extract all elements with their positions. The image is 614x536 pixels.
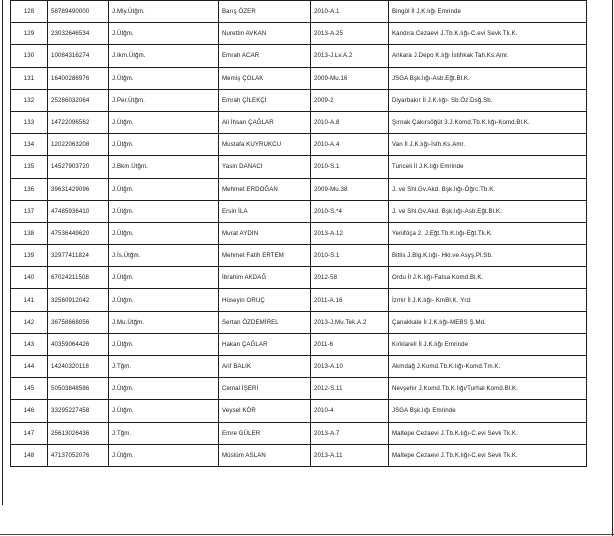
full-name-cell: Yasin DANACI xyxy=(219,156,311,178)
full-name-cell: Müslüm ASLAN xyxy=(219,444,311,466)
row-number-cell: 129 xyxy=(11,23,48,45)
row-number-cell: 138 xyxy=(11,222,48,244)
full-name-cell: Emrah ACAR xyxy=(219,45,311,67)
id-number-cell: 50503848586 xyxy=(48,378,109,400)
rank-cell: J.Tğm. xyxy=(109,356,219,378)
unit-assignment-cell: JSGA Bşk.lığı Emrinde xyxy=(389,400,587,422)
unit-assignment-cell: Diyarbakır İl J.K.lığı- Sb.Öz.Dsğ.Sb. xyxy=(389,89,587,111)
rank-cell: J.Bkm.Ütğm. xyxy=(109,156,219,178)
rank-cell: J.Ütğm. xyxy=(109,378,219,400)
row-number-cell: 146 xyxy=(11,400,48,422)
row-number-cell: 143 xyxy=(11,333,48,355)
full-name-cell: Murat AYDIN xyxy=(219,222,311,244)
rank-cell: J.Tğm. xyxy=(109,422,219,444)
row-number-cell: 139 xyxy=(11,245,48,267)
full-name-cell: Sertan ÖZDEMİREL xyxy=(219,311,311,333)
table-row xyxy=(11,67,587,89)
unit-assignment-cell: Tunceli İl J.K.lığı Emrinde xyxy=(389,156,587,178)
table-row xyxy=(11,134,587,156)
rank-cell: J.Ütğm. xyxy=(109,23,219,45)
class-code-cell: 2009-Mu.38 xyxy=(311,178,389,200)
id-number-cell: 10084316274 xyxy=(48,45,109,67)
class-code-cell: 2009-Mu.16 xyxy=(311,67,389,89)
rank-cell: J.Ütğm. xyxy=(109,111,219,133)
class-code-cell: 2013-A.7 xyxy=(311,422,389,444)
rank-cell: J.Ütğm. xyxy=(109,289,219,311)
unit-assignment-cell: Kırklareli İl J.K.lığı Emrinde xyxy=(389,333,587,355)
unit-assignment-cell: Maltepe Cezaevi J.Tb.K.lığı-C.evi Sevk Tk.K. xyxy=(389,422,587,444)
table-row xyxy=(11,200,587,222)
class-code-cell: 2009-2 xyxy=(311,89,389,111)
class-code-cell: 2013-A.10 xyxy=(311,356,389,378)
row-number-cell: 144 xyxy=(11,356,48,378)
id-number-cell: 40359064426 xyxy=(48,333,109,355)
row-number-cell: 141 xyxy=(11,289,48,311)
rank-cell: J.Mly.Ütğm. xyxy=(109,1,219,23)
full-name-cell: Mehmet Fatih ERTEM xyxy=(219,245,311,267)
table-row xyxy=(11,333,587,355)
class-code-cell: 2010-A.4 xyxy=(311,134,389,156)
class-code-cell: 2013-A.12 xyxy=(311,222,389,244)
rank-cell: J.Ütğm. xyxy=(109,178,219,200)
table-row xyxy=(11,444,587,466)
class-code-cell: 2010-A.8 xyxy=(311,111,389,133)
table-row xyxy=(11,400,587,422)
rank-cell: J.İs.Ütğm. xyxy=(109,245,219,267)
row-number-cell: 140 xyxy=(11,267,48,289)
table-row xyxy=(11,422,587,444)
class-code-cell: 2010-A.1 xyxy=(311,1,389,23)
unit-assignment-cell: Kandıra Cezaevi J.Tb.K.lığı-C.evi Sevk Tk.K. xyxy=(389,23,587,45)
unit-assignment-cell: Nevşehir J.Komd.Tb.K.lığı/Turhal Komd.Bl.K. xyxy=(389,378,587,400)
rank-cell: J.Per.Ütğm. xyxy=(109,89,219,111)
table-row xyxy=(11,289,587,311)
full-name-cell: Nurettin AVKAN xyxy=(219,23,311,45)
id-number-cell: 47485936410 xyxy=(48,200,109,222)
personnel-table xyxy=(10,0,587,467)
full-name-cell: Ali İhsan ÇAĞLAR xyxy=(219,111,311,133)
unit-assignment-cell: İzmir İl J.K.lığı- KmBl.K. Yrd. xyxy=(389,289,587,311)
row-number-cell: 148 xyxy=(11,444,48,466)
id-number-cell: 14240320118 xyxy=(48,356,109,378)
full-name-cell: Mehmet ERDOĞAN xyxy=(219,178,311,200)
row-number-cell: 132 xyxy=(11,89,48,111)
table-row xyxy=(11,311,587,333)
personnel-table-body xyxy=(11,1,587,467)
row-number-cell: 128 xyxy=(11,1,48,23)
class-code-cell: 2013-A.25 xyxy=(311,23,389,45)
full-name-cell: Hüseyin ORUÇ xyxy=(219,289,311,311)
row-number-cell: 135 xyxy=(11,156,48,178)
rank-cell: J.Ütğm. xyxy=(109,222,219,244)
unit-assignment-cell: Ordu İl J.K.lığı-Fatsa Komd.Bl.K. xyxy=(389,267,587,289)
full-name-cell: Cemal İŞERİ xyxy=(219,378,311,400)
unit-assignment-cell: Akmdağ J.Komd.Tb.K.lığı-Komd.Tm.K. xyxy=(389,356,587,378)
row-number-cell: 134 xyxy=(11,134,48,156)
id-number-cell: 14527903720 xyxy=(48,156,109,178)
rank-cell: J.Ütğm. xyxy=(109,267,219,289)
id-number-cell: 32977411824 xyxy=(48,245,109,267)
table-row xyxy=(11,178,587,200)
row-number-cell: 131 xyxy=(11,67,48,89)
rank-cell: J.Ikm.Ütğm. xyxy=(109,45,219,67)
full-name-cell: Barış ÖZER xyxy=(219,1,311,23)
full-name-cell: Ersin İLA xyxy=(219,200,311,222)
table-row xyxy=(11,45,587,67)
unit-assignment-cell: Çanakkale İl J.K.lığı-MEBS Ş.Md. xyxy=(389,311,587,333)
class-code-cell: 2010-S.*4 xyxy=(311,200,389,222)
table-row xyxy=(11,267,587,289)
page-right-edge xyxy=(612,0,613,536)
unit-assignment-cell: Şırnak Çakırsöğüt 3.J.Komd.Tb.K.lığı-Komd.Bl.K. xyxy=(389,111,587,133)
id-number-cell: 32560912042 xyxy=(48,289,109,311)
row-number-cell: 137 xyxy=(11,200,48,222)
rank-cell: J.Ütğm. xyxy=(109,67,219,89)
row-number-cell: 133 xyxy=(11,111,48,133)
unit-assignment-cell: Yeniföça 2. J.Eğt.Tb.K.lığı-Eğt.Tk.K. xyxy=(389,222,587,244)
rank-cell: J.Ütğm. xyxy=(109,134,219,156)
table-row xyxy=(11,245,587,267)
id-number-cell: 47137052076 xyxy=(48,444,109,466)
row-number-cell: 147 xyxy=(11,422,48,444)
class-code-cell: 2010-4 xyxy=(311,400,389,422)
unit-assignment-cell: J. ve Shl.Gv.Akd. Bşk.lığı-Öğrc.Tb.K. xyxy=(389,178,587,200)
class-code-cell: 2011-A.16 xyxy=(311,289,389,311)
id-number-cell: 12022063208 xyxy=(48,134,109,156)
table-row xyxy=(11,1,587,23)
rank-cell: J.Mu.Ütğm. xyxy=(109,311,219,333)
class-code-cell: 2013-J.Lv.A.2 xyxy=(311,45,389,67)
unit-assignment-cell: Bitlis J.Blg.K.lığı- Hkl.ve Asyş.Pl.Sb. xyxy=(389,245,587,267)
id-number-cell: 58789490000 xyxy=(48,1,109,23)
table-row xyxy=(11,222,587,244)
id-number-cell: 47536449620 xyxy=(48,222,109,244)
rank-cell: J.Ütğm. xyxy=(109,200,219,222)
rank-cell: J.Ütğm. xyxy=(109,333,219,355)
unit-assignment-cell: Van İl J.K.lığı-İsth.Ks.Amr. xyxy=(389,134,587,156)
id-number-cell: 67024211508 xyxy=(48,267,109,289)
full-name-cell: Emre GÜLER xyxy=(219,422,311,444)
row-number-cell: 145 xyxy=(11,378,48,400)
class-code-cell: 2011-6 xyxy=(311,333,389,355)
full-name-cell: Hakan ÇAĞLAR xyxy=(219,333,311,355)
unit-assignment-cell: Maltepe Cezaevi J.Tb.K.lığı-C.evi Sevk Tk.K. xyxy=(389,444,587,466)
id-number-cell: 39631429096 xyxy=(48,178,109,200)
id-number-cell: 16400286976 xyxy=(48,67,109,89)
table-row xyxy=(11,23,587,45)
class-code-cell: 2010-S.1 xyxy=(311,156,389,178)
class-code-cell: 2010-S.1 xyxy=(311,245,389,267)
class-code-cell: 2012-S.11 xyxy=(311,378,389,400)
id-number-cell: 25286032064 xyxy=(48,89,109,111)
id-number-cell: 25613026436 xyxy=(48,422,109,444)
full-name-cell: İbrahim AKDAĞ xyxy=(219,267,311,289)
page-left-edge xyxy=(2,0,3,505)
table-row xyxy=(11,356,587,378)
full-name-cell: Mustafa KUYRUKCU xyxy=(219,134,311,156)
rank-cell: J.Ütğm. xyxy=(109,400,219,422)
full-name-cell: Emrah ÇİLEKÇİ xyxy=(219,89,311,111)
row-number-cell: 130 xyxy=(11,45,48,67)
full-name-cell: Memiş ÇOLAK xyxy=(219,67,311,89)
table-row xyxy=(11,378,587,400)
unit-assignment-cell: Ankara J.Depo K.lığı İstihkak Tah.Ks.Amr. xyxy=(389,45,587,67)
unit-assignment-cell: Bingöl İl J.K.lığı Emrinde xyxy=(389,1,587,23)
table-row xyxy=(11,111,587,133)
row-number-cell: 136 xyxy=(11,178,48,200)
full-name-cell: Veysel KÖR xyxy=(219,400,311,422)
page-bottom-edge xyxy=(0,534,614,535)
unit-assignment-cell: J. ve Shl.Gv.Akd. Bşk.lığı-Asb.Eğt.Bl.K. xyxy=(389,200,587,222)
row-number-cell: 142 xyxy=(11,311,48,333)
full-name-cell: Arif BALIK xyxy=(219,356,311,378)
id-number-cell: 33295227458 xyxy=(48,400,109,422)
rank-cell: J.Ütğm. xyxy=(109,444,219,466)
id-number-cell: 14722096562 xyxy=(48,111,109,133)
id-number-cell: 23032646534 xyxy=(48,23,109,45)
id-number-cell: 36758668056 xyxy=(48,311,109,333)
unit-assignment-cell: JSGA Bşk.lığı-Asb.Eğt.Bl.K. xyxy=(389,67,587,89)
class-code-cell: 2012-58 xyxy=(311,267,389,289)
class-code-cell: 2013-J.Mu.Tek.A.2 xyxy=(311,311,389,333)
table-row xyxy=(11,156,587,178)
table-row xyxy=(11,89,587,111)
class-code-cell: 2013-A.11 xyxy=(311,444,389,466)
